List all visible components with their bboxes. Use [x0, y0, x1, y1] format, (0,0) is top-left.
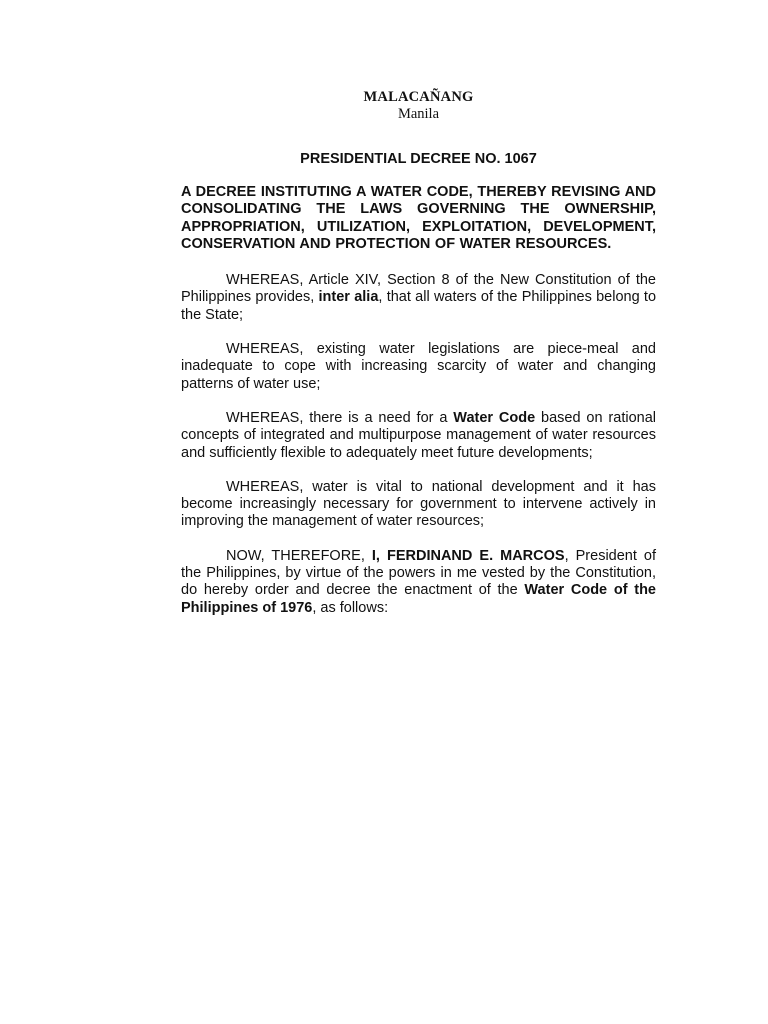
enacting-paragraph — [181, 548, 656, 617]
city-heading: Manila — [397, 106, 440, 122]
paragraph-text: WHEREAS, water is vital to national development and it has become increasingly necessary for government to intervene actively in improving the management of water resources; — [181, 478, 656, 530]
paragraph-emphasis: Water Code — [453, 409, 536, 426]
paragraph-text: WHEREAS, Article XIV, Section 8 of the New Constitution of the Philippines provides, — [181, 272, 656, 306]
paragraph-text: , as follows: — [312, 599, 389, 616]
paragraph-emphasis: inter alia — [318, 289, 379, 306]
whereas-paragraph-1 — [181, 272, 656, 324]
paragraph-emphasis: I, FERDINAND E. MARCOS — [371, 547, 565, 564]
paragraph-text: NOW, THEREFORE, — [226, 547, 372, 564]
whereas-paragraph-4 — [181, 479, 656, 531]
decree-title: A DECREE INSTITUTING A WATER CODE, THEREBY REVISING AND CONSOLIDATING THE LAWS GOVERNING THE OWNERSHIP, APPROPRIATION, UTILIZATION, EXPLOITATION, DEVELOPMENT, CONSERVATION AND PROTECTION OF WATER RESOURCES. — [181, 184, 656, 252]
paragraph-text: based on rational concepts of integrated and multipurpose management of water resources and sufficiently flexible to adequately meet future developments; — [181, 409, 656, 461]
paragraph-text: WHEREAS, there is a need for a — [226, 409, 454, 426]
whereas-paragraph-2 — [181, 341, 656, 393]
document-header — [181, 88, 656, 123]
document-page — [181, 88, 656, 617]
paragraph-text: , President of the Philippines, by virtue of the powers in me vested by the Constitution, do hereby order and decree the enactment of the — [181, 547, 657, 599]
paragraph-text: WHEREAS, existing water legislations are piece-meal and inadequate to cope with increasing scarcity of water and changing patterns of water use; — [181, 341, 656, 392]
paragraph-text: , that all waters of the Philippines belong to the State; — [181, 289, 657, 323]
whereas-paragraph-3 — [181, 410, 656, 462]
office-heading: MALACAÑANG — [363, 89, 474, 105]
paragraph-emphasis: Water Code of the Philippines of 1976 — [181, 582, 656, 616]
decree-number: PRESIDENTIAL DECREE NO. 1067 — [300, 151, 537, 167]
